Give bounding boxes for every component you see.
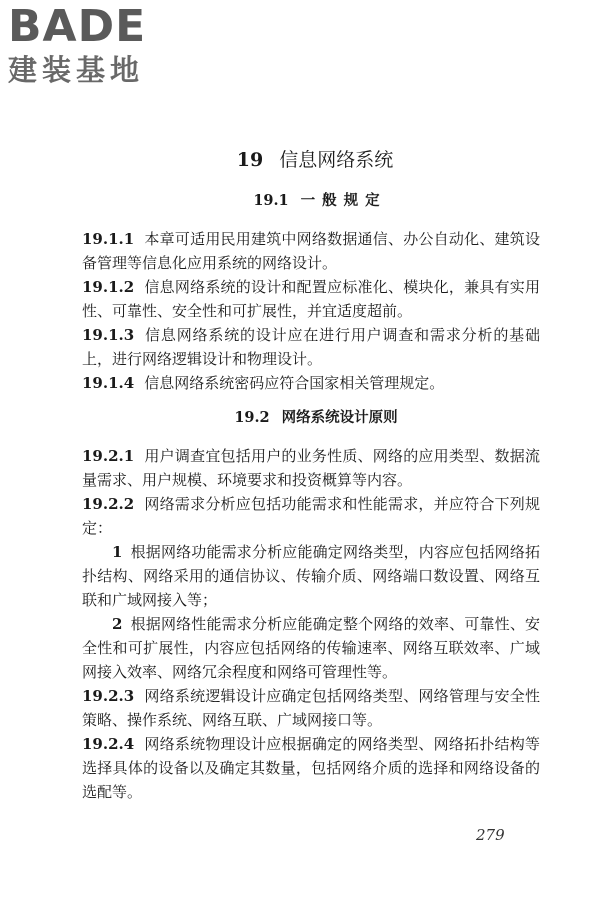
- list-item-text: 根据网络性能需求分析应能确定整个网络的效率、可靠性、安全性和可扩展性，内容应包括网络的传输速率、网络互联效率、广域网接入效率、网络冗余程度和网络可管理性等。: [82, 615, 540, 681]
- section-title-19-2: [92, 405, 540, 431]
- clause-text: 信息网络系统的设计应在进行用户调查和需求分析的基础上，进行网络逻辑设计和物理设计。: [82, 326, 540, 368]
- clause-19-2-3: [82, 684, 540, 732]
- list-item-1: [82, 540, 540, 612]
- document-page: [82, 140, 540, 804]
- clause-text: 网络需求分析应包括功能需求和性能需求，并应符合下列规定：: [82, 495, 540, 537]
- clause-text: 网络系统逻辑设计应确定包括网络类型、网络管理与安全性策略、操作系统、网络互联、广域网接口等。: [82, 687, 540, 729]
- list-item-number: 1: [112, 543, 123, 561]
- clause-text: 用户调查宜包括用户的业务性质、网络的应用类型、数据流量需求、用户规模、环境要求和投资概算等内容。: [82, 447, 540, 489]
- publisher-logo: [8, 1, 178, 90]
- clause-19-2-2: [82, 492, 540, 540]
- section-title-text: 一般规定: [300, 192, 387, 209]
- clause-text: 信息网络系统密码应符合国家相关管理规定。: [144, 374, 445, 392]
- section-number: 19.1: [253, 192, 289, 209]
- clause-text: 网络系统物理设计应根据确定的网络类型、网络拓扑结构等选择具体的设备以及确定其数量，包括网络介质的选择和网络设备的选配等。: [82, 735, 540, 801]
- section-title-text: 网络系统设计原则: [281, 409, 398, 426]
- clause-19-1-3: [82, 323, 540, 371]
- clause-number: 19.2.4: [82, 735, 135, 753]
- clause-number: 19.1.3: [82, 326, 135, 344]
- clause-text: 本章可适用民用建筑中网络数据通信、办公自动化、建筑设备管理等信息化应用系统的网络设计。: [82, 230, 540, 272]
- chapter-title: [90, 140, 540, 180]
- clause-19-1-4: [82, 371, 540, 395]
- clause-text: 信息网络系统的设计和配置应标准化、模块化，兼具有实用性、可靠性、安全性和可扩展性，并宜适度超前。: [82, 278, 540, 320]
- clause-number: 19.1.4: [82, 374, 135, 392]
- list-item-2: [82, 612, 540, 684]
- clause-19-1-1: [82, 227, 540, 275]
- page-number: 279: [476, 826, 505, 844]
- clause-number: 19.2.3: [82, 687, 135, 705]
- logo-text-cn: 建装基地: [8, 53, 145, 87]
- list-item-text: 根据网络功能需求分析应能确定网络类型，内容应包括网络拓扑结构、网络采用的通信协议、传输介质、网络端口数设置、网络互联和广域网接入等；: [82, 543, 540, 609]
- clause-19-1-2: [82, 275, 540, 323]
- logo-text-en: BADE: [8, 1, 147, 52]
- section-title-19-1: [100, 188, 540, 214]
- clause-number: 19.1.1: [82, 230, 135, 248]
- chapter-number: 19: [236, 149, 264, 171]
- clause-19-2-4: [82, 732, 540, 804]
- clause-number: 19.1.2: [82, 278, 135, 296]
- chapter-title-text: 信息网络系统: [279, 149, 394, 171]
- clause-19-2-1: [82, 444, 540, 492]
- section-number: 19.2: [234, 409, 270, 426]
- clause-number: 19.2.2: [82, 495, 135, 513]
- clause-number: 19.2.1: [82, 447, 135, 465]
- list-item-number: 2: [112, 615, 123, 633]
